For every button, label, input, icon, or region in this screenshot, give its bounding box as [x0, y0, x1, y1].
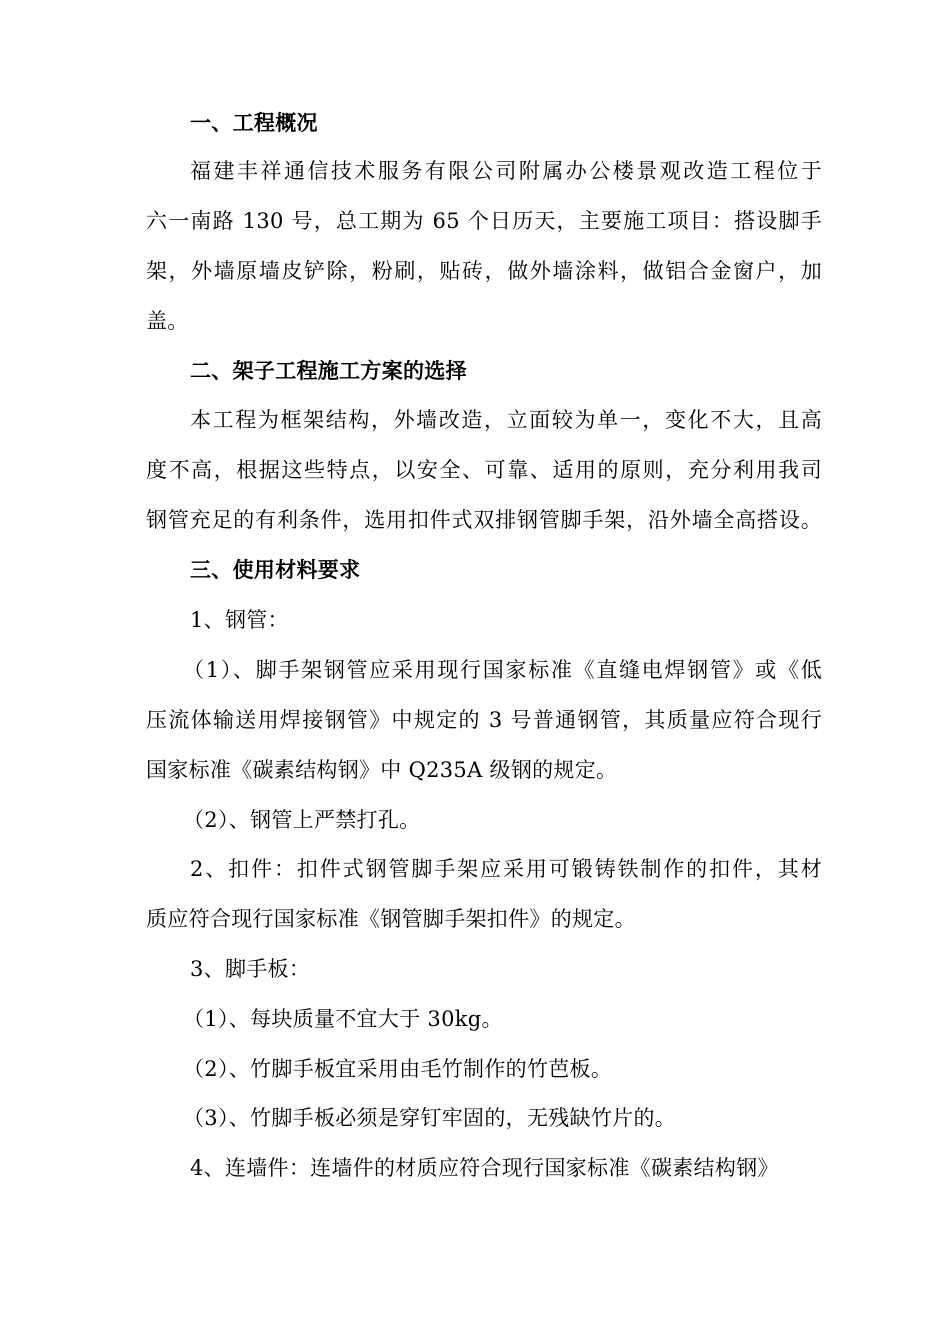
section1-heading: 一、工程概况 — [190, 110, 318, 135]
item2-line-1: 2、扣件：扣件式钢管脚手架应采用可锻铸铁制作的扣件，其材 — [190, 857, 822, 881]
section1-line-1: 福建丰祥通信技术服务有限公司附属办公楼景观改造工程位于 — [190, 159, 822, 183]
item1-sub1-line-3: 国家标准《碳素结构钢》中 Q235A 级钢的规定。 — [146, 758, 618, 782]
item3-sub2: （2）、竹脚手板宜采用由毛竹制作的竹芭板。 — [183, 1057, 613, 1081]
item3-title: 3、脚手板： — [190, 957, 311, 981]
item4-line-1: 4、连墙件：连墙件的材质应符合现行国家标准《碳素结构钢》 — [190, 1156, 779, 1180]
section2-line-3: 钢管充足的有利条件，选用扣件式双排钢管脚手架，沿外墙全高搭设。 — [146, 508, 822, 532]
item1-title: 1、钢管： — [190, 608, 289, 632]
item1-sub1-line-2: 压流体输送用焊接钢管》中规定的 3 号普通钢管，其质量应符合现行 — [146, 708, 822, 732]
section1-line-4: 盖。 — [146, 309, 189, 333]
section3-heading: 三、使用材料要求 — [190, 557, 361, 582]
section2-line-2: 度不高，根据这些特点，以安全、可靠、适用的原则，充分利用我司 — [146, 458, 822, 482]
item1-sub1-line-1: （1）、脚手架钢管应采用现行国家标准《直缝电焊钢管》或《低 — [183, 658, 822, 682]
section1-line-3: 架，外墙原墙皮铲除，粉刷，贴砖，做外墙涂料，做铝合金窗户，加 — [146, 259, 822, 283]
section1-line-2: 六一南路 130 号，总工期为 65 个日历天，主要施工项目：搭设脚手 — [146, 209, 822, 233]
item3-sub1: （1）、每块质量不宜大于 30kg。 — [183, 1007, 503, 1031]
item2-line-2: 质应符合现行国家标准《钢管脚手架扣件》的规定。 — [146, 907, 636, 931]
item3-sub3: （3）、竹脚手板必须是穿钉牢固的，无残缺竹片的。 — [183, 1106, 677, 1130]
section2-line-1: 本工程为框架结构，外墙改造，立面较为单一，变化不大，且高 — [190, 408, 822, 432]
item1-sub2: （2）、钢管上严禁打孔。 — [183, 808, 421, 832]
section2-heading: 二、架子工程施工方案的选择 — [190, 358, 467, 383]
